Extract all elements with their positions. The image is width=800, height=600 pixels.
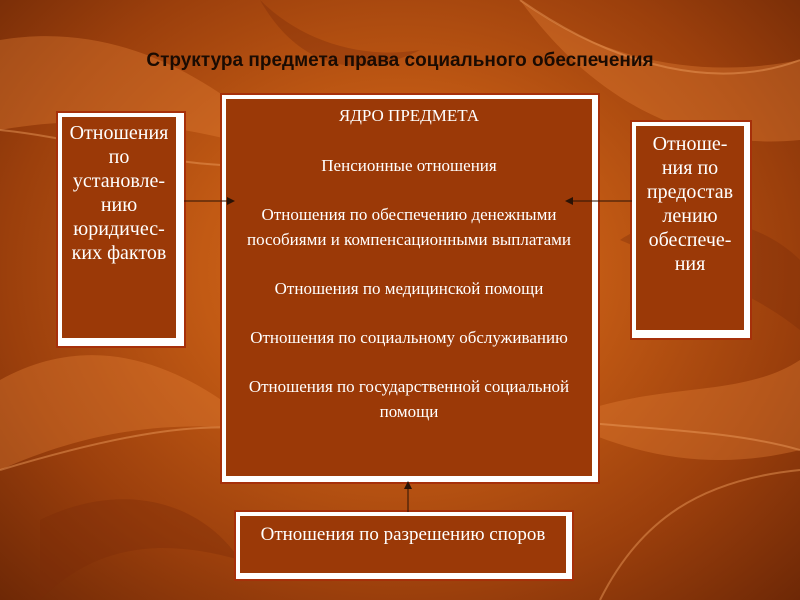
provision-relations-box xyxy=(632,122,750,338)
legal-facts-line: ких фактов xyxy=(71,242,167,264)
legal-facts-line: юридичес- xyxy=(73,218,165,240)
core-item-benefits: Отношения по обеспечению денежными пособиями и компенсационными выплатами xyxy=(246,205,572,249)
core-item-state-assistance: Отношения по государственной социальной помощи xyxy=(248,377,570,421)
provision-line: предостав xyxy=(646,181,734,203)
legal-facts-line: нию xyxy=(100,194,138,216)
core-heading: ЯДРО ПРЕДМЕТА xyxy=(338,106,480,125)
legal-facts-relations-box xyxy=(58,113,184,346)
legal-facts-line: Отношения xyxy=(69,122,169,144)
core-item-social-service: Отношения по социальному обслуживанию xyxy=(250,328,568,347)
legal-facts-line: по xyxy=(108,146,130,168)
provision-line: ния по xyxy=(661,157,719,179)
provision-line: обеспече- xyxy=(648,229,732,251)
core-item-pension: Пенсионные отношения xyxy=(321,156,497,175)
core-subject-box xyxy=(222,95,598,482)
slide-title: Структура предмета права социального обеспечения xyxy=(146,50,654,71)
legal-facts-line: установле- xyxy=(72,170,166,192)
dispute-resolution-box: Отношения по разрешению споров xyxy=(236,512,572,579)
core-item-medical: Отношения по медицинской помощи xyxy=(274,279,544,298)
provision-line: лению xyxy=(662,205,718,227)
provision-line: Отноше- xyxy=(652,133,728,155)
provision-line: ния xyxy=(674,253,706,275)
